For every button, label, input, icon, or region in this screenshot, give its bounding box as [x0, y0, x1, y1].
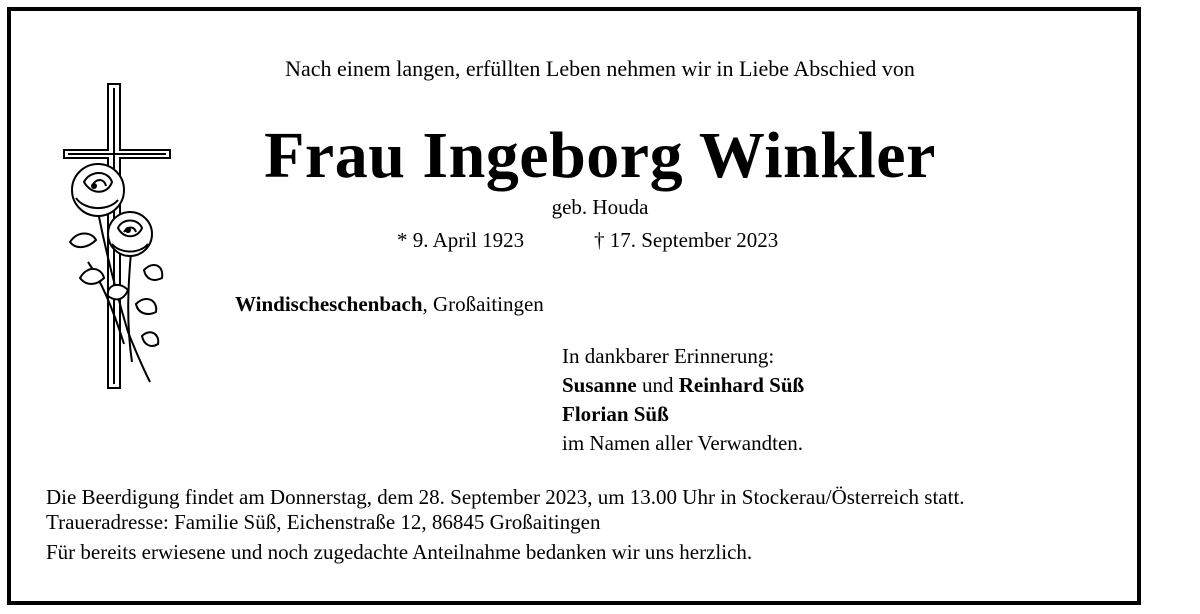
birth-date: * 9. April 1923: [397, 228, 525, 252]
mourners-heading: In dankbarer Erinnerung:: [562, 344, 775, 368]
place-line: [235, 292, 544, 317]
death-date: † 17. September 2023: [594, 228, 779, 252]
mourner-name-text: Florian Süß: [562, 402, 669, 426]
mourners-couple: [562, 371, 804, 400]
funeral-info: [46, 485, 965, 535]
maiden-name: geb. Houda: [551, 195, 649, 219]
mourner-name: [562, 400, 804, 429]
mourner-name: Reinhard Süß: [678, 373, 805, 397]
mourners-block: [562, 342, 804, 458]
mourner-conjunction: und: [636, 373, 679, 397]
deceased-name: Frau Ingeborg Winkler: [264, 119, 936, 192]
mourner-name: Susanne: [562, 373, 637, 397]
place-secondary: , Großaitingen: [422, 292, 544, 316]
intro-text: Nach einem langen, erfüllten Leben nehmen wir in Liebe Abschied von: [285, 56, 915, 81]
thanks-text: Für bereits erwiesene und noch zugedachte Anteilnahme bedanken wir uns herzlich.: [46, 540, 753, 564]
mourning-address: Traueradresse: Familie Süß, Eichenstraße 12, 86845 Großaitingen: [46, 510, 601, 534]
place-primary: Windischeschenbach: [235, 292, 423, 316]
funeral-date-line: Die Beerdigung findet am Donnerstag, dem 28. September 2023, um 13.00 Uhr in Stockerau/Österreich statt.: [46, 485, 965, 509]
mourners-closing: im Namen aller Verwandten.: [562, 431, 804, 455]
